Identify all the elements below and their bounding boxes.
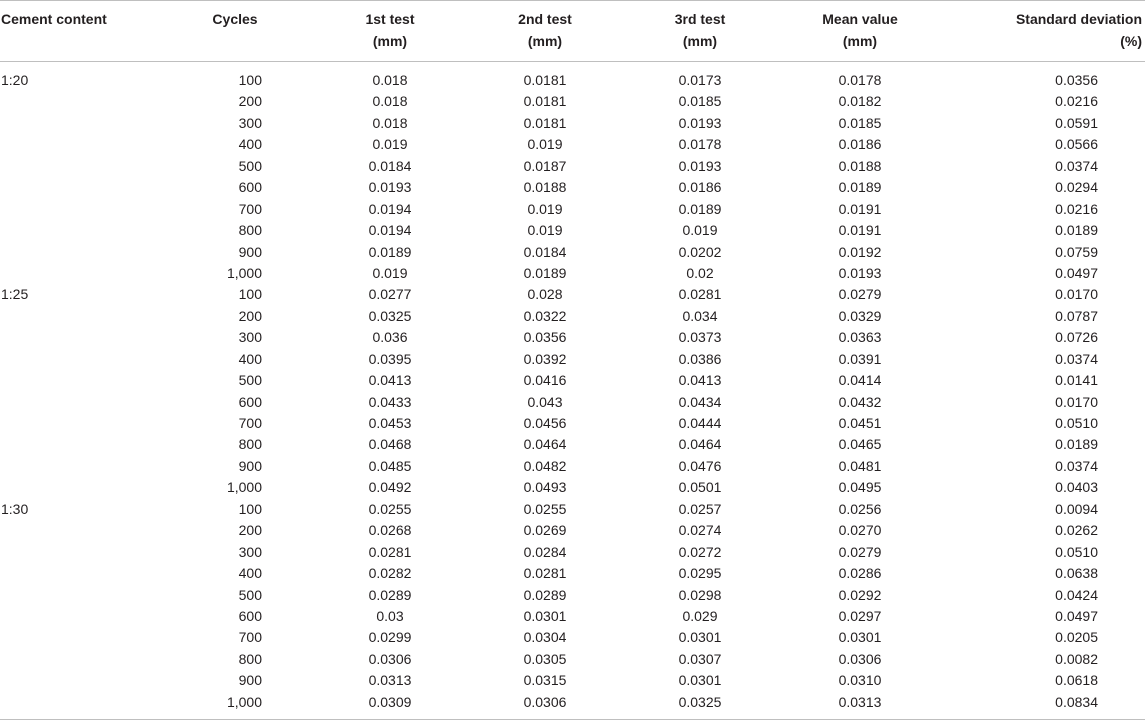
std-dev-cell: 0.0566 bbox=[1055, 136, 1098, 153]
cycles-cell: 900 bbox=[238, 243, 262, 260]
table-row bbox=[0, 520, 1145, 541]
cycles-cell: 800 bbox=[238, 650, 262, 667]
std-dev-cell: 0.0834 bbox=[1055, 693, 1098, 710]
table-row bbox=[0, 134, 1145, 155]
mean-value-cell: 0.0185 bbox=[838, 114, 882, 131]
test3-cell: 0.0325 bbox=[678, 693, 722, 710]
mean-value-cell: 0.0270 bbox=[838, 522, 882, 539]
test1-cell: 0.0309 bbox=[368, 693, 412, 710]
mean-value-cell: 0.0256 bbox=[838, 500, 882, 517]
std-dev-cell: 0.0374 bbox=[1055, 350, 1098, 367]
test2-cell: 0.0456 bbox=[523, 415, 567, 431]
std-dev-cell: 0.0216 bbox=[1055, 93, 1098, 110]
test3-cell: 0.02 bbox=[686, 264, 714, 281]
cycles-cell: 1,000 bbox=[226, 479, 262, 496]
test1-cell: 0.03 bbox=[376, 607, 404, 624]
cycles-cell: 200 bbox=[238, 307, 262, 324]
table-row bbox=[0, 327, 1145, 348]
test3-cell: 0.0173 bbox=[678, 72, 722, 88]
test1-cell: 0.0433 bbox=[368, 393, 412, 410]
header-cement-content-label: Cement content bbox=[1, 11, 107, 27]
header-1st-test-label: 1st test bbox=[365, 11, 415, 27]
test1-cell: 0.019 bbox=[372, 136, 408, 153]
std-dev-cell: 0.0205 bbox=[1055, 629, 1098, 646]
test3-cell: 0.0444 bbox=[678, 415, 722, 431]
table-row bbox=[0, 670, 1145, 691]
test1-cell: 0.0281 bbox=[368, 543, 412, 560]
table-row bbox=[0, 392, 1145, 413]
cycles-cell: 400 bbox=[238, 136, 262, 153]
test3-cell: 0.019 bbox=[682, 222, 718, 239]
test2-cell: 0.0416 bbox=[523, 372, 567, 389]
mean-value-cell: 0.0363 bbox=[838, 329, 882, 346]
std-dev-cell: 0.0638 bbox=[1055, 565, 1098, 582]
test2-cell: 0.0464 bbox=[523, 436, 567, 453]
std-dev-cell: 0.0424 bbox=[1055, 586, 1098, 603]
cycles-cell: 900 bbox=[238, 672, 262, 689]
header-cycles-label: Cycles bbox=[212, 11, 258, 27]
header-2nd-test bbox=[495, 8, 595, 52]
mean-value-cell: 0.0306 bbox=[838, 650, 882, 667]
test3-cell: 0.0272 bbox=[678, 543, 722, 560]
test2-cell: 0.0301 bbox=[523, 607, 567, 624]
test1-cell: 0.018 bbox=[372, 114, 408, 131]
test1-cell: 0.0299 bbox=[368, 629, 412, 646]
header-3rd-test bbox=[650, 8, 750, 52]
test1-cell: 0.0277 bbox=[368, 286, 412, 303]
test3-cell: 0.0501 bbox=[678, 479, 722, 496]
test2-cell: 0.0184 bbox=[523, 243, 567, 260]
cycles-cell: 100 bbox=[238, 72, 262, 88]
mean-value-cell: 0.0279 bbox=[838, 543, 882, 560]
cycles-cell: 1,000 bbox=[226, 264, 262, 281]
std-dev-cell: 0.0141 bbox=[1055, 372, 1098, 389]
test3-cell: 0.029 bbox=[682, 607, 718, 624]
std-dev-cell: 0.0189 bbox=[1055, 222, 1098, 239]
test2-cell: 0.043 bbox=[527, 393, 563, 410]
test1-cell: 0.0268 bbox=[368, 522, 412, 539]
test3-cell: 0.0178 bbox=[678, 136, 722, 153]
test2-cell: 0.0269 bbox=[523, 522, 567, 539]
cycles-cell: 600 bbox=[238, 607, 262, 624]
std-dev-cell: 0.0170 bbox=[1055, 286, 1098, 303]
mean-value-cell: 0.0313 bbox=[838, 693, 882, 710]
cycles-cell: 500 bbox=[238, 586, 262, 603]
table-row bbox=[0, 542, 1145, 563]
mean-value-cell: 0.0186 bbox=[838, 136, 882, 153]
mean-value-cell: 0.0329 bbox=[838, 307, 882, 324]
test3-cell: 0.0257 bbox=[678, 500, 722, 517]
header-2nd-test-unit: (mm) bbox=[527, 33, 563, 49]
cycles-cell: 400 bbox=[238, 350, 262, 367]
test2-cell: 0.0181 bbox=[523, 93, 567, 110]
table-row bbox=[0, 477, 1145, 498]
mean-value-cell: 0.0414 bbox=[838, 372, 882, 389]
test3-cell: 0.0434 bbox=[678, 393, 722, 410]
table-row bbox=[0, 434, 1145, 455]
cycles-cell: 800 bbox=[238, 222, 262, 239]
test1-cell: 0.0184 bbox=[368, 157, 412, 174]
test1-cell: 0.0468 bbox=[368, 436, 412, 453]
test1-cell: 0.0194 bbox=[368, 222, 412, 239]
cycles-cell: 700 bbox=[238, 415, 262, 431]
cycles-cell: 200 bbox=[238, 522, 262, 539]
table-row bbox=[0, 585, 1145, 606]
header-standard-deviation bbox=[1002, 8, 1142, 52]
std-dev-cell: 0.0374 bbox=[1055, 157, 1098, 174]
mean-value-cell: 0.0432 bbox=[838, 393, 882, 410]
cycles-cell: 700 bbox=[238, 629, 262, 646]
mean-value-cell: 0.0189 bbox=[838, 179, 882, 196]
header-rule bbox=[0, 61, 1145, 62]
test1-cell: 0.0313 bbox=[368, 672, 412, 689]
test2-cell: 0.019 bbox=[527, 222, 563, 239]
header-cycles bbox=[200, 8, 270, 30]
test3-cell: 0.0281 bbox=[678, 286, 722, 303]
cycles-cell: 100 bbox=[238, 286, 262, 303]
table-body bbox=[0, 70, 1145, 713]
mean-value-cell: 0.0192 bbox=[838, 243, 882, 260]
mean-value-cell: 0.0191 bbox=[838, 200, 882, 217]
mean-value-cell: 0.0279 bbox=[838, 286, 882, 303]
test3-cell: 0.0189 bbox=[678, 200, 722, 217]
test3-cell: 0.0307 bbox=[678, 650, 722, 667]
cycles-cell: 1,000 bbox=[226, 693, 262, 710]
cycles-cell: 300 bbox=[238, 114, 262, 131]
table-row bbox=[0, 263, 1145, 284]
std-dev-cell: 0.0759 bbox=[1055, 243, 1098, 260]
header-standard-deviation-label: Standard deviation bbox=[1015, 11, 1142, 27]
mean-value-cell: 0.0182 bbox=[838, 93, 882, 110]
table-row bbox=[0, 649, 1145, 670]
header-3rd-test-label: 3rd test bbox=[674, 11, 726, 27]
cycles-cell: 200 bbox=[238, 93, 262, 110]
std-dev-cell: 0.0510 bbox=[1055, 415, 1098, 431]
test1-cell: 0.0189 bbox=[368, 243, 412, 260]
table-row bbox=[0, 199, 1145, 220]
std-dev-cell: 0.0356 bbox=[1055, 72, 1098, 88]
test2-cell: 0.0187 bbox=[523, 157, 567, 174]
mean-value-cell: 0.0191 bbox=[838, 222, 882, 239]
std-dev-cell: 0.0189 bbox=[1055, 436, 1098, 453]
test1-cell: 0.0306 bbox=[368, 650, 412, 667]
test3-cell: 0.0386 bbox=[678, 350, 722, 367]
mean-value-cell: 0.0481 bbox=[838, 457, 882, 474]
std-dev-cell: 0.0082 bbox=[1055, 650, 1098, 667]
test3-cell: 0.0295 bbox=[678, 565, 722, 582]
table-row bbox=[0, 692, 1145, 713]
test3-cell: 0.0464 bbox=[678, 436, 722, 453]
std-dev-cell: 0.0618 bbox=[1055, 672, 1098, 689]
test1-cell: 0.0282 bbox=[368, 565, 412, 582]
table-row bbox=[0, 370, 1145, 391]
std-dev-cell: 0.0170 bbox=[1055, 393, 1098, 410]
test2-cell: 0.0306 bbox=[523, 693, 567, 710]
test2-cell: 0.0255 bbox=[523, 500, 567, 517]
mean-value-cell: 0.0297 bbox=[838, 607, 882, 624]
header-mean-value bbox=[810, 8, 910, 52]
mean-value-cell: 0.0495 bbox=[838, 479, 882, 496]
test3-cell: 0.0301 bbox=[678, 629, 722, 646]
table-top-rule bbox=[0, 0, 1145, 1]
test2-cell: 0.0315 bbox=[523, 672, 567, 689]
cycles-cell: 500 bbox=[238, 372, 262, 389]
test3-cell: 0.0413 bbox=[678, 372, 722, 389]
mean-value-cell: 0.0292 bbox=[838, 586, 882, 603]
test1-cell: 0.0413 bbox=[368, 372, 412, 389]
mean-value-cell: 0.0178 bbox=[838, 72, 882, 88]
table-row bbox=[0, 113, 1145, 134]
test3-cell: 0.0373 bbox=[678, 329, 722, 346]
test1-cell: 0.0193 bbox=[368, 179, 412, 196]
test1-cell: 0.0194 bbox=[368, 200, 412, 217]
std-dev-cell: 0.0591 bbox=[1055, 114, 1098, 131]
test1-cell: 0.0485 bbox=[368, 457, 412, 474]
test3-cell: 0.0476 bbox=[678, 457, 722, 474]
test3-cell: 0.0298 bbox=[678, 586, 722, 603]
cycles-cell: 900 bbox=[238, 457, 262, 474]
mean-value-cell: 0.0310 bbox=[838, 672, 882, 689]
test2-cell: 0.0289 bbox=[523, 586, 567, 603]
test3-cell: 0.034 bbox=[682, 307, 718, 324]
test2-cell: 0.028 bbox=[527, 286, 563, 303]
cement-content-cell: 1:25 bbox=[1, 286, 29, 303]
test3-cell: 0.0274 bbox=[678, 522, 722, 539]
table-row bbox=[0, 70, 1145, 91]
header-standard-deviation-unit: (%) bbox=[1120, 33, 1142, 49]
test1-cell: 0.0255 bbox=[368, 500, 412, 517]
test2-cell: 0.019 bbox=[527, 200, 563, 217]
test1-cell: 0.0289 bbox=[368, 586, 412, 603]
table-row bbox=[0, 606, 1145, 627]
table-row bbox=[0, 220, 1145, 241]
std-dev-cell: 0.0497 bbox=[1055, 264, 1098, 281]
test1-cell: 0.0453 bbox=[368, 415, 412, 431]
std-dev-cell: 0.0726 bbox=[1055, 329, 1098, 346]
cycles-cell: 100 bbox=[238, 500, 262, 517]
table-row bbox=[0, 306, 1145, 327]
cycles-cell: 300 bbox=[238, 329, 262, 346]
test2-cell: 0.0304 bbox=[523, 629, 567, 646]
table-row bbox=[0, 627, 1145, 648]
cycles-cell: 600 bbox=[238, 179, 262, 196]
cycles-cell: 700 bbox=[238, 200, 262, 217]
std-dev-cell: 0.0787 bbox=[1055, 307, 1098, 324]
test2-cell: 0.0284 bbox=[523, 543, 567, 560]
std-dev-cell: 0.0262 bbox=[1055, 522, 1098, 539]
test2-cell: 0.0281 bbox=[523, 565, 567, 582]
test2-cell: 0.0305 bbox=[523, 650, 567, 667]
cement-content-cell: 1:30 bbox=[1, 500, 29, 517]
header-mean-value-unit: (mm) bbox=[842, 33, 878, 49]
mean-value-cell: 0.0286 bbox=[838, 565, 882, 582]
table-row bbox=[0, 242, 1145, 263]
table-row bbox=[0, 456, 1145, 477]
test2-cell: 0.019 bbox=[527, 136, 563, 153]
std-dev-cell: 0.0374 bbox=[1055, 457, 1098, 474]
test1-cell: 0.018 bbox=[372, 72, 408, 88]
mean-value-cell: 0.0391 bbox=[838, 350, 882, 367]
test3-cell: 0.0185 bbox=[678, 93, 722, 110]
cycles-cell: 600 bbox=[238, 393, 262, 410]
header-3rd-test-unit: (mm) bbox=[682, 33, 718, 49]
test2-cell: 0.0181 bbox=[523, 72, 567, 88]
test1-cell: 0.019 bbox=[372, 264, 408, 281]
std-dev-cell: 0.0403 bbox=[1055, 479, 1098, 496]
table-row bbox=[0, 91, 1145, 112]
std-dev-cell: 0.0294 bbox=[1055, 179, 1098, 196]
test3-cell: 0.0193 bbox=[678, 114, 722, 131]
table-row bbox=[0, 563, 1145, 584]
header-2nd-test-label: 2nd test bbox=[518, 11, 572, 27]
test2-cell: 0.0392 bbox=[523, 350, 567, 367]
header-cement-content bbox=[1, 8, 107, 30]
cycles-cell: 300 bbox=[238, 543, 262, 560]
test1-cell: 0.0325 bbox=[368, 307, 412, 324]
table-row bbox=[0, 284, 1145, 305]
test1-cell: 0.036 bbox=[372, 329, 408, 346]
std-dev-cell: 0.0216 bbox=[1055, 200, 1098, 217]
test3-cell: 0.0202 bbox=[678, 243, 722, 260]
std-dev-cell: 0.0094 bbox=[1055, 500, 1098, 517]
test2-cell: 0.0482 bbox=[523, 457, 567, 474]
test3-cell: 0.0186 bbox=[678, 179, 722, 196]
test3-cell: 0.0301 bbox=[678, 672, 722, 689]
mean-value-cell: 0.0193 bbox=[838, 264, 882, 281]
cycles-cell: 500 bbox=[238, 157, 262, 174]
test2-cell: 0.0356 bbox=[523, 329, 567, 346]
test1-cell: 0.0492 bbox=[368, 479, 412, 496]
table-row bbox=[0, 177, 1145, 198]
test3-cell: 0.0193 bbox=[678, 157, 722, 174]
test2-cell: 0.0493 bbox=[523, 479, 567, 496]
header-mean-value-label: Mean value bbox=[822, 11, 898, 27]
std-dev-cell: 0.0510 bbox=[1055, 543, 1098, 560]
std-dev-cell: 0.0497 bbox=[1055, 607, 1098, 624]
cycles-cell: 800 bbox=[238, 436, 262, 453]
test1-cell: 0.018 bbox=[372, 93, 408, 110]
test1-cell: 0.0395 bbox=[368, 350, 412, 367]
header-1st-test bbox=[340, 8, 440, 52]
header-1st-test-unit: (mm) bbox=[372, 33, 408, 49]
cement-content-cell: 1:20 bbox=[1, 72, 29, 88]
mean-value-cell: 0.0188 bbox=[838, 157, 882, 174]
mean-value-cell: 0.0465 bbox=[838, 436, 882, 453]
test2-cell: 0.0322 bbox=[523, 307, 567, 324]
cycles-cell: 400 bbox=[238, 565, 262, 582]
test2-cell: 0.0189 bbox=[523, 264, 567, 281]
table-row bbox=[0, 499, 1145, 520]
mean-value-cell: 0.0451 bbox=[838, 415, 882, 431]
table-row bbox=[0, 413, 1145, 434]
table-row bbox=[0, 349, 1145, 370]
table-row bbox=[0, 156, 1145, 177]
table-bottom-rule bbox=[0, 719, 1145, 720]
test2-cell: 0.0181 bbox=[523, 114, 567, 131]
mean-value-cell: 0.0301 bbox=[838, 629, 882, 646]
test2-cell: 0.0188 bbox=[523, 179, 567, 196]
